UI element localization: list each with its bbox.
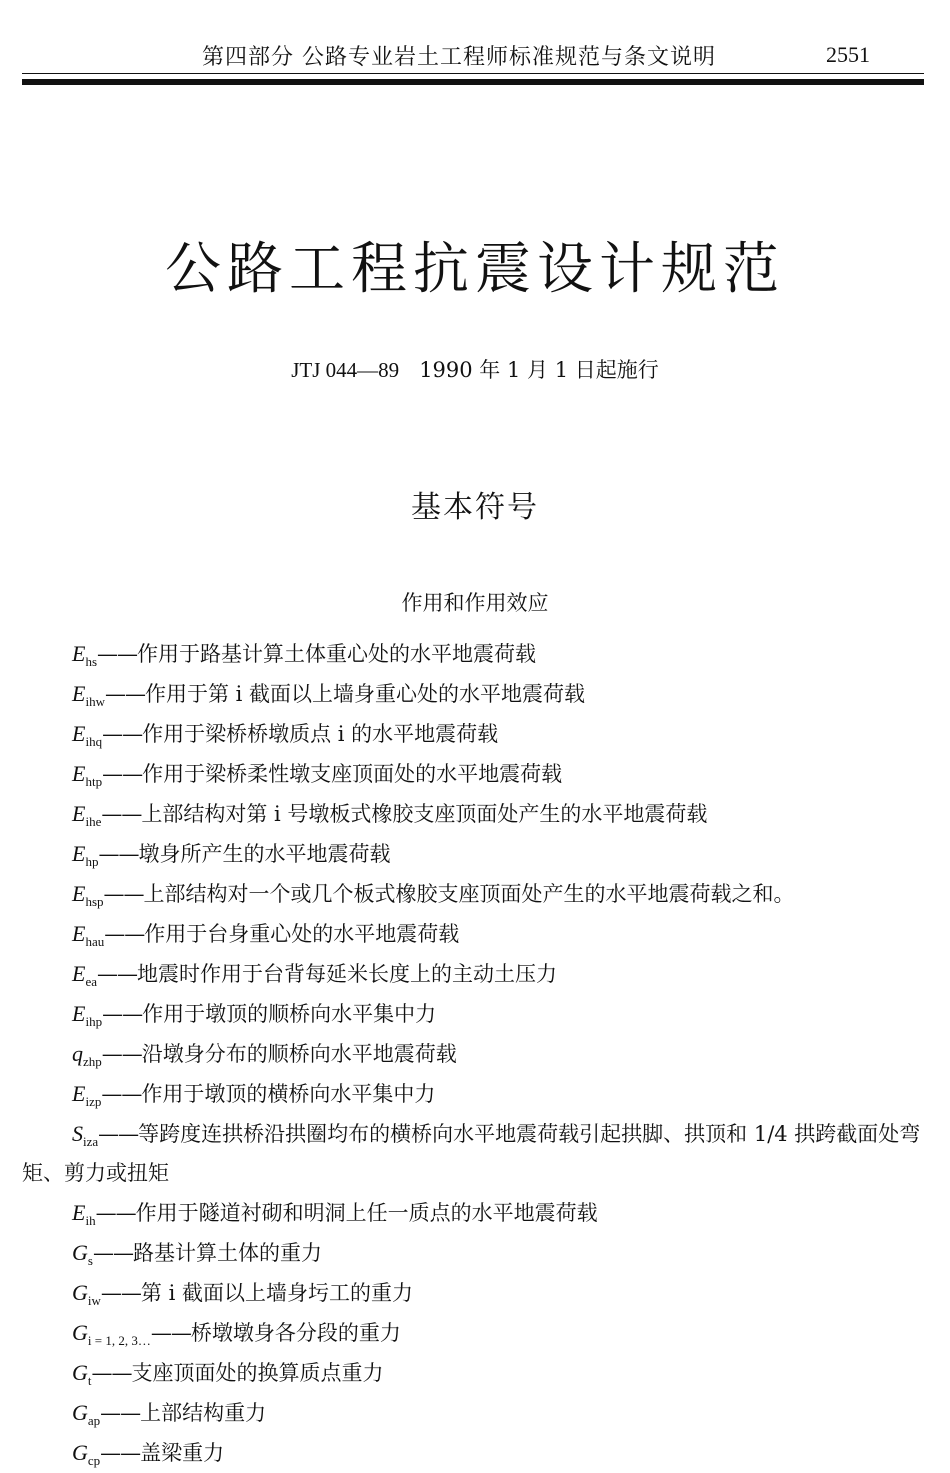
symbol-definition: 上部结构对第 i 号墩板式橡胶支座顶面处产生的水平地震荷载 [141,802,708,826]
symbol-name: $E_{htp}$ [72,761,103,789]
symbol-entry: $E_{ihq}——$作用于梁桥桥墩质点 i 的水平地震荷载 [72,721,499,749]
symbol-definition: 路基计算土体的重力 [132,1241,322,1265]
symbol-entry: $E_{ihp}——$作用于墩顶的顺桥向水平集中力 [72,1001,437,1029]
symbol-definition: 作用于隧道衬砌和明洞上任一质点的水平地震荷载 [135,1201,598,1225]
symbol-list [22,634,927,1473]
header-rule-thick [22,79,924,85]
symbol-name: $S_{iza}$ [72,1121,99,1149]
symbol-definition: 沿墩身分布的顺桥向水平地震荷载 [141,1042,457,1066]
symbol-name: $q_{zhp}$ [72,1041,102,1069]
symbol-name: $G_s$ [72,1240,93,1268]
symbol-definition: 上部结构重力 [140,1401,267,1425]
symbol-entry: $E_{hau}——$作用于台身重心处的水平地震荷载 [72,921,460,949]
symbol-name: $G_{cp}$ [72,1440,101,1468]
symbol-entry: $G_{cp}——$盖梁重力 [72,1440,225,1468]
symbol-entry: $G_{iw}——$第 i 截面以上墙身圬工的重力 [72,1280,413,1308]
symbol-name: $G_{ap}$ [72,1400,101,1428]
symbol-entry: $G_{ap}——$上部结构重力 [72,1400,267,1428]
symbol-definition: 作用于墩顶的顺桥向水平集中力 [142,1002,437,1026]
document-title: 公路工程抗震设计规范 [165,237,785,302]
symbol-entry: $S_{iza}——$等跨度连拱桥沿拱圈均布的横桥向水平地震荷载引起拱脚、拱顶和 1/4 拱跨截面处弯矩、剪力或扭矩 [22,1121,921,1185]
symbol-definition: 作用于路基计算土体重心处的水平地震荷载 [137,642,537,666]
symbol-entry: $G_s——$路基计算土体的重力 [72,1240,322,1268]
symbol-name: $E_{hau}$ [72,921,105,949]
symbol-definition: 支座顶面处的换算质点重力 [131,1361,384,1385]
symbol-entry: $G_{i = 1, 2, 3\dots}——$桥墩墩身各分段的重力 [72,1320,401,1348]
symbol-definition: 盖梁重力 [140,1441,225,1465]
symbol-name: $G_t$ [72,1360,92,1388]
section-heading: 基本符号 [411,490,539,525]
symbol-name: $E_{hp}$ [72,841,99,869]
symbol-name: $E_{ihw}$ [72,681,105,709]
symbol-definition: 桥墩墩身各分段的重力 [190,1321,401,1345]
symbol-entry: $E_{hsp}——$上部结构对一个或几个板式橡胶支座顶面处产生的水平地震荷载之和。 [72,881,795,909]
symbol-name: $E_{ihq}$ [72,721,103,749]
standard-code: JTJ 044—89 [291,358,400,382]
symbol-definition: 第 i 截面以上墙身圬工的重力 [140,1281,413,1305]
symbol-name: $E_{ih}$ [72,1200,96,1228]
effective-date: 1990 年 1 月 1 日起施行 [419,358,659,382]
symbol-definition: 墩身所产生的水平地震荷载 [138,842,391,866]
page-number: 2551 [826,42,870,67]
symbol-name: $E_{hs}$ [72,641,98,669]
document-subtitle [0,354,950,384]
symbol-entry: $G_t——$支座顶面处的换算质点重力 [72,1360,384,1388]
symbol-definition: 上部结构对一个或几个板式橡胶支座顶面处产生的水平地震荷载之和。 [143,882,795,906]
symbol-name: $E_{izp}$ [72,1081,102,1109]
symbol-entry: $E_{ih}——$作用于隧道衬砌和明洞上任一质点的水平地震荷载 [72,1200,598,1228]
symbol-entry: $E_{izp}——$作用于墩顶的横桥向水平集中力 [72,1081,436,1109]
symbol-entry: $E_{ihe}——$上部结构对第 i 号墩板式橡胶支座顶面处产生的水平地震荷载 [72,801,708,829]
symbol-entry: $E_{hs}——$作用于路基计算土体重心处的水平地震荷载 [72,641,537,669]
header-rule-thin [22,73,924,74]
symbol-definition: 地震时作用于台背每延米长度上的主动土压力 [137,962,557,986]
symbol-entry: $q_{zhp}——$沿墩身分布的顺桥向水平地震荷载 [72,1041,457,1069]
symbol-name: $E_{hsp}$ [72,881,104,909]
symbol-definition: 作用于台身重心处的水平地震荷载 [144,922,460,946]
symbol-definition: 作用于梁桥柔性墩支座顶面处的水平地震荷载 [142,762,563,786]
symbol-entry: $E_{ea}——$地震时作用于台背每延米长度上的主动土压力 [72,961,557,989]
symbol-name: $G_{i = 1, 2, 3\dots}$ [72,1320,151,1348]
symbol-definition: 等跨度连拱桥沿拱圈均布的横桥向水平地震荷载引起拱脚、拱顶和 1/4 拱跨截面处弯矩、剪力或扭矩 [22,1122,921,1185]
symbol-name: $G_{iw}$ [72,1280,101,1308]
running-head-title: 第四部分 公路专业岩土工程师标准规范与条文说明 [202,45,716,70]
symbol-definition: 作用于第 i 截面以上墙身重心处的水平地震荷载 [144,682,586,706]
symbol-name: $E_{ea}$ [72,961,97,989]
symbol-definition: 作用于墩顶的横桥向水平集中力 [141,1082,436,1106]
running-head [22,40,924,74]
symbol-entry: $E_{ihw}——$作用于第 i 截面以上墙身重心处的水平地震荷载 [72,681,586,709]
section-subheading: 作用和作用效应 [401,591,549,615]
symbol-definition: 作用于梁桥桥墩质点 i 的水平地震荷载 [142,722,499,746]
symbol-entry: $E_{hp}——$墩身所产生的水平地震荷载 [72,841,391,869]
symbol-entry: $E_{htp}——$作用于梁桥柔性墩支座顶面处的水平地震荷载 [72,761,563,789]
symbol-name: $E_{ihp}$ [72,1001,103,1029]
symbol-name: $E_{ihe}$ [72,801,102,829]
